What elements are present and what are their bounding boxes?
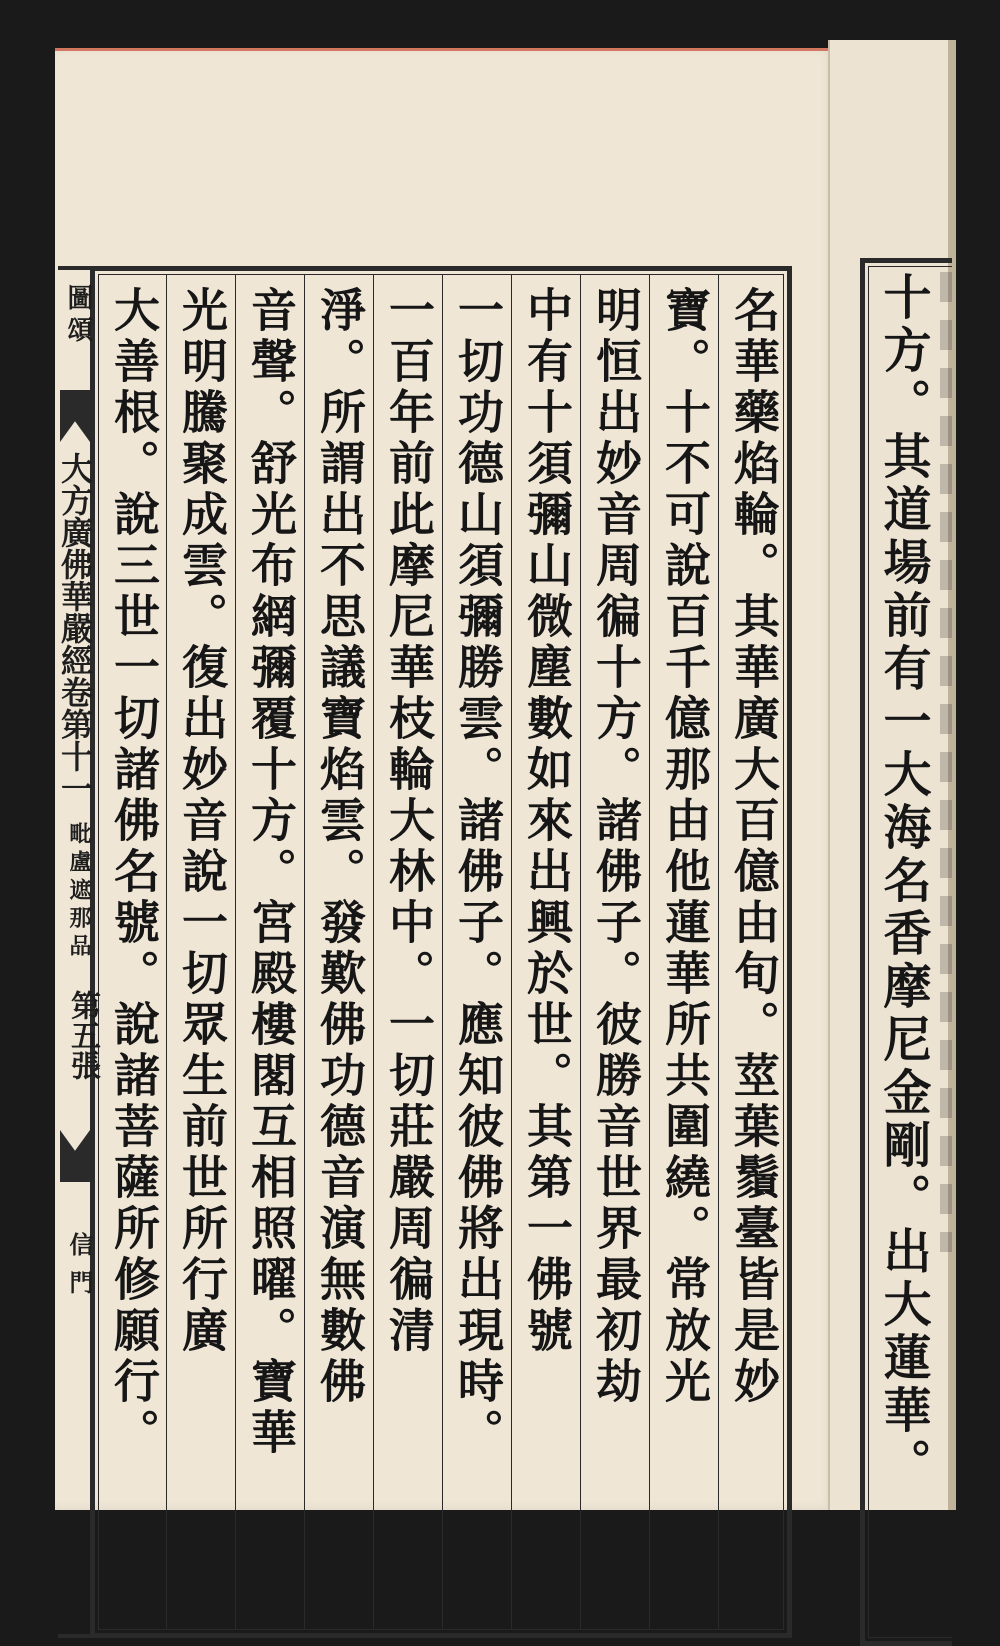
column-rule (235, 274, 236, 1630)
column-rule (511, 274, 512, 1630)
margin-bottom-label: 信門 (65, 1232, 94, 1308)
text-column: 光明騰聚成雲。復出妙音說一切眾生前世所行廣 (175, 286, 229, 1357)
column-rule (649, 274, 650, 1630)
margin-title: 大方廣佛華嚴經卷第十一 (56, 452, 94, 804)
text-column: 淨。所謂出不思議寶焰雲。發歎佛功德音演無數佛 (313, 286, 367, 1408)
page-edge-stain (55, 48, 835, 51)
column-rule (580, 274, 581, 1630)
text-column: 明恒出妙音周徧十方。諸佛子。彼勝音世界最初劫 (589, 286, 643, 1408)
column-rule (166, 274, 167, 1630)
text-column: 音聲。舒光布網彌覆十方。宮殿樓閣互相照曜。寶華 (244, 286, 298, 1459)
margin-leaf-number: 第五張 (65, 990, 100, 1080)
text-column: 大善根。說三世一切諸佛名號。說諸菩薩所修願行。 (107, 286, 161, 1459)
text-column: 寶。十不可說百千億那由他蓮華所共圍繞。常放光 (658, 286, 712, 1408)
text-column: 中有十須彌山微塵數如來出興於世。其第一佛號 (520, 286, 574, 1357)
text-column: 一百年前此摩尼華枝輪大林中。一切莊嚴周徧清 (382, 286, 436, 1357)
text-column: 名華藥焰輪。其華廣大百億由旬。莖葉鬚臺皆是妙 (727, 286, 781, 1408)
column-rule (718, 274, 719, 1630)
column-rule (304, 274, 305, 1630)
margin-chapter: 毗盧遮那品 (66, 822, 92, 962)
column-rule (442, 274, 443, 1630)
right-text-column: 十方。其道場前有一大海名香摩尼金剛。出大蓮華。 (875, 272, 931, 1491)
text-column: 一切功德山須彌勝雲。諸佛子。應知彼佛將出現時。 (451, 286, 505, 1459)
column-rule (373, 274, 374, 1630)
margin-top-label: 圖頌 (63, 284, 93, 348)
